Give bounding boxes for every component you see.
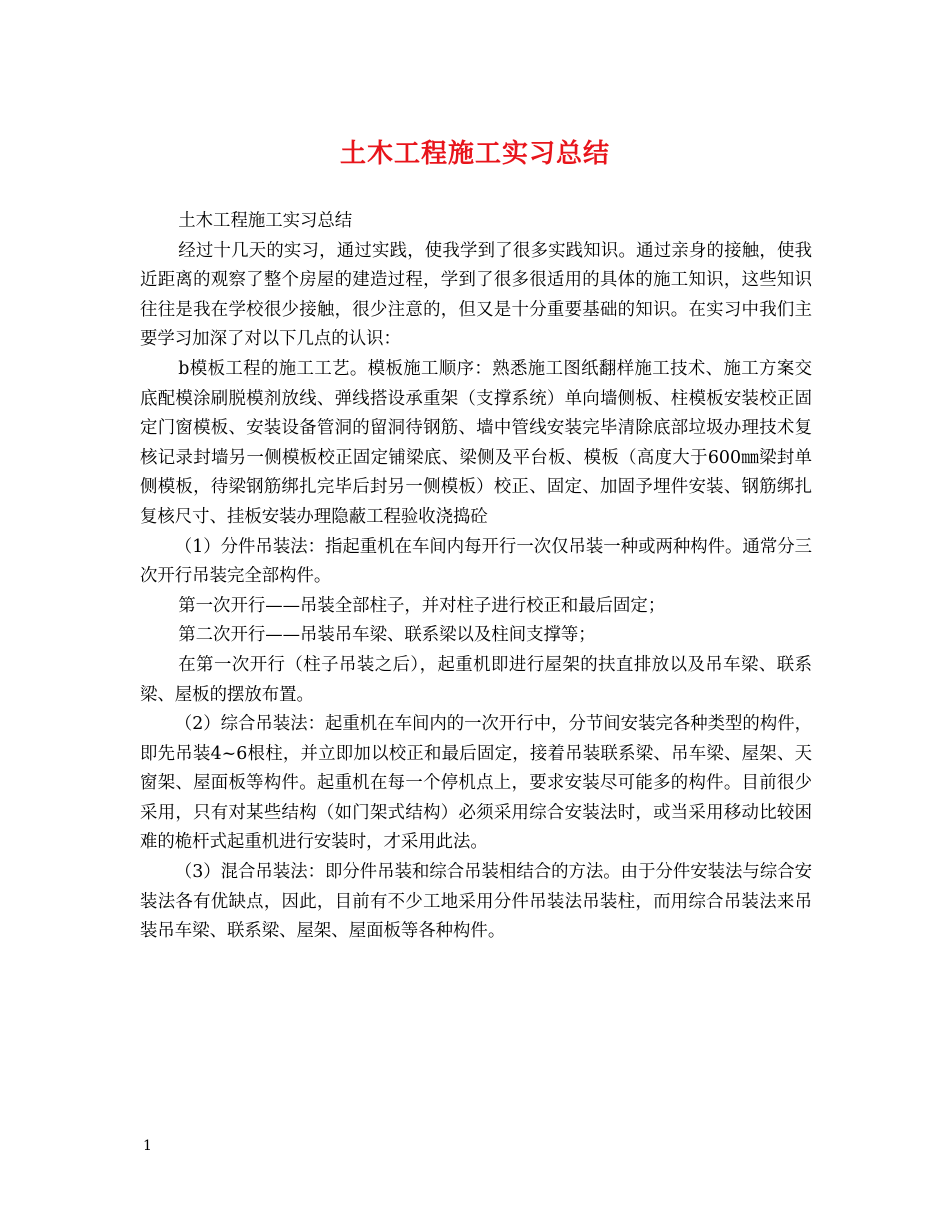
page-number: 1: [143, 1138, 152, 1154]
paragraph-second-pass: 第二次开行——吊装吊车梁、联系梁以及柱间支撑等；: [178, 625, 596, 646]
paragraph-formwork: b模板工程的施工工艺。模板施工顺序：熟悉施工图纸翻样施工技术、施工方案交底配模涂刷脱模剂放线、弹线搭设承重架（支撑系统）单向墙侧板、柱模板安装校正固定门窗模板、安装设备管洞的留洞待钢筋、墙中管线安装完毕清除底部垃圾办理技术复核记录封墙另一侧模板校正固定铺梁底、梁侧及平台板、模板（高度大于600㎜梁封单侧模板，待梁钢筋绑扎完毕后封另一侧模板）校正、固定、加固予埋件安装、钢筋绑扎复核尺寸、挂板安装办理隐蔽工程验收浇捣砼: [140, 358, 812, 527]
document-title: 土木工程施工实习总结: [339, 139, 610, 169]
document-body: [140, 207, 812, 947]
paragraph-after-first-pass: 在第一次开行（柱子吊装之后），起重机即进行屋架的扶直排放以及吊车梁、联系梁、屋板的摆放布置。: [140, 654, 812, 705]
paragraph-combined-lifting: （2）综合吊装法：起重机在车间内的一次开行中，分节间安装完各种类型的构件，即先吊装4~6根柱，并立即加以校正和最后固定，接着吊装联系梁、吊车梁、屋架、天窗架、屋面板等构件。起重机在每一个停机点上，要求安装尽可能多的构件。目前很少采用，只有对某些结构（如门架式结构）必须采用综合安装法时，或当采用移动比较困难的桅杆式起重机进行安装时，才采用此法。: [140, 714, 812, 853]
paragraph-first-pass: 第一次开行——吊装全部柱子，并对柱子进行校正和最后固定；: [178, 595, 666, 616]
paragraph-subtitle: 土木工程施工实习总结: [178, 211, 353, 231]
paragraph-intro: 经过十几天的实习，通过实践，使我学到了很多实践知识。通过亲身的接触，使我近距离的观察了整个房屋的建造过程，学到了很多很适用的具体的施工知识，这些知识往往是我在学校很少接触，很少注意的，但又是十分重要基础的知识。在实习中我们主要学习加深了对以下几点的认识：: [140, 240, 812, 350]
paragraph-separate-lifting: （1）分件吊装法：指起重机在车间内每开行一次仅吊装一种或两种构件。通常分三次开行吊装完全部构件。: [140, 536, 812, 587]
paragraph-mixed-lifting: （3）混合吊装法：即分件吊装和综合吊装相结合的方法。由于分件安装法与综合安装法各有优缺点，因此，目前有不少工地采用分件吊装法吊装柱，而用综合吊装法来吊装吊车梁、联系梁、屋架、屋面板等各种构件。: [140, 862, 812, 942]
